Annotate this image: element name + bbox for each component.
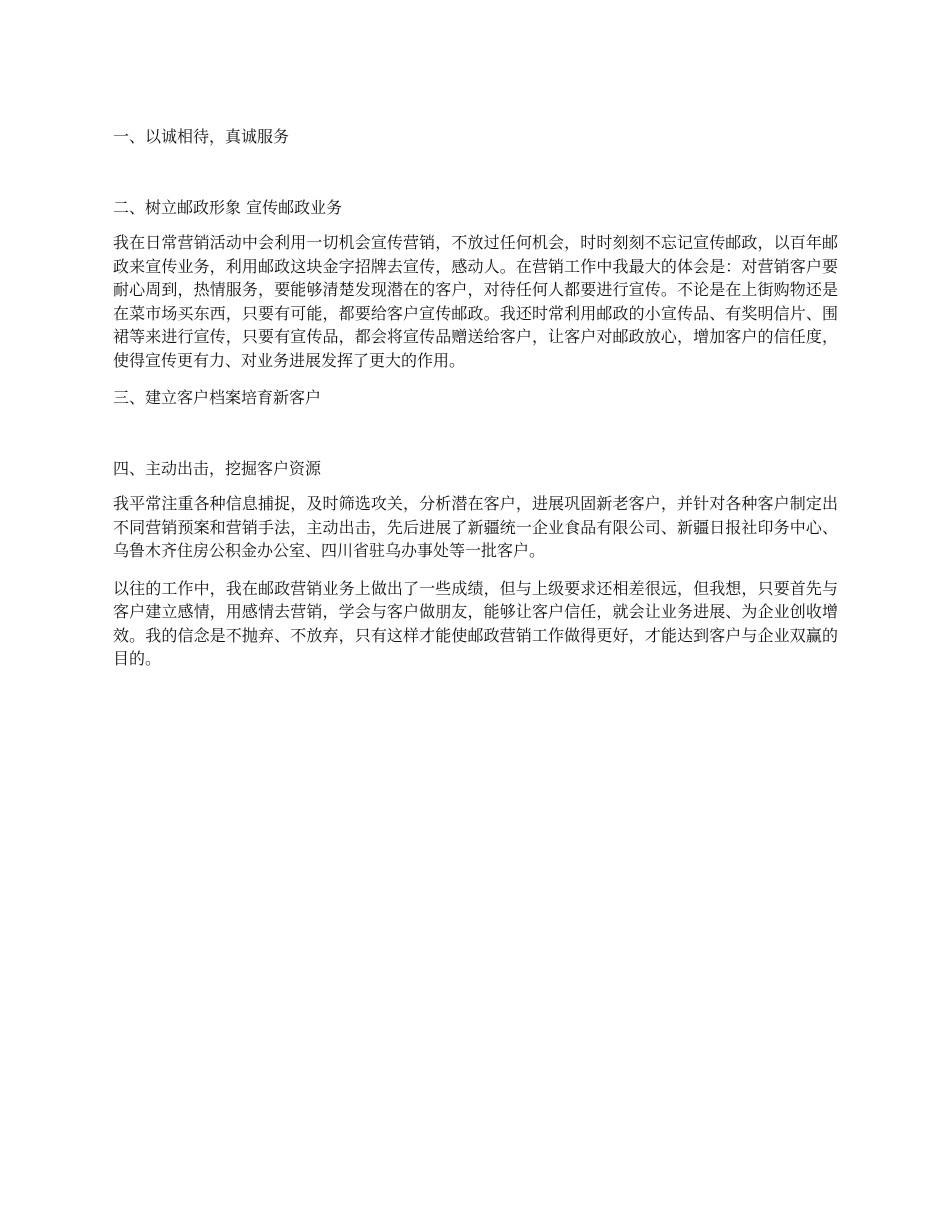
section-heading-3: 三、建立客户档案培育新客户 xyxy=(113,388,322,407)
section-heading-4: 四、主动出击，挖掘客户资源 xyxy=(113,459,322,478)
closing-paragraph: 以往的工作中，我在邮政营销业务上做出了一些成绩，但与上级要求还相差很远，但我想，只要首先与客户建立感情，用感情去营销，学会与客户做朋友，能够让客户信任，就会让业务进展、为企业创收增效。我的信念是不抛弃、不放弃，只有这样才能使邮政营销工作做得更好，才能达到客户与企业双赢的目的。 xyxy=(113,578,838,668)
section-paragraph-4: 我平常注重各种信息捕捉，及时筛选攻关，分析潜在客户，进展巩固新老客户，并针对各种客户制定出不同营销预案和营销手法，主动出击，先后进展了新疆统一企业食品有限公司、新疆日报社印务中心、乌鲁木齐住房公积金办公室、四川省驻乌办事处等一批客户。 xyxy=(113,494,838,560)
section-paragraph-2: 我在日常营销活动中会利用一切机会宣传营销，不放过任何机会，时时刻刻不忘记宣传邮政，以百年邮政来宣传业务，利用邮政这块金字招牌去宣传，感动人。在营销工作中我最大的体会是：对营销客户要耐心周到，热情服务，要能够清楚发现潜在的客户，对待任何人都要进行宣传。不论是在上街购物还是在菜市场买东西，只要有可能，都要给客户宣传邮政。我还时常利用邮政的小宣传品、有奖明信片、围裙等来进行宣传，只要有宣传品，都会将宣传品赠送给客户，让客户对邮政放心，增加客户的信任度，使得宣传更有力、对业务进展发挥了更大的作用。 xyxy=(113,233,838,370)
section-heading-1: 一、以诚相待，真诚服务 xyxy=(113,127,290,146)
section-heading-2: 二、树立邮政形象 宣传邮政业务 xyxy=(113,198,343,217)
